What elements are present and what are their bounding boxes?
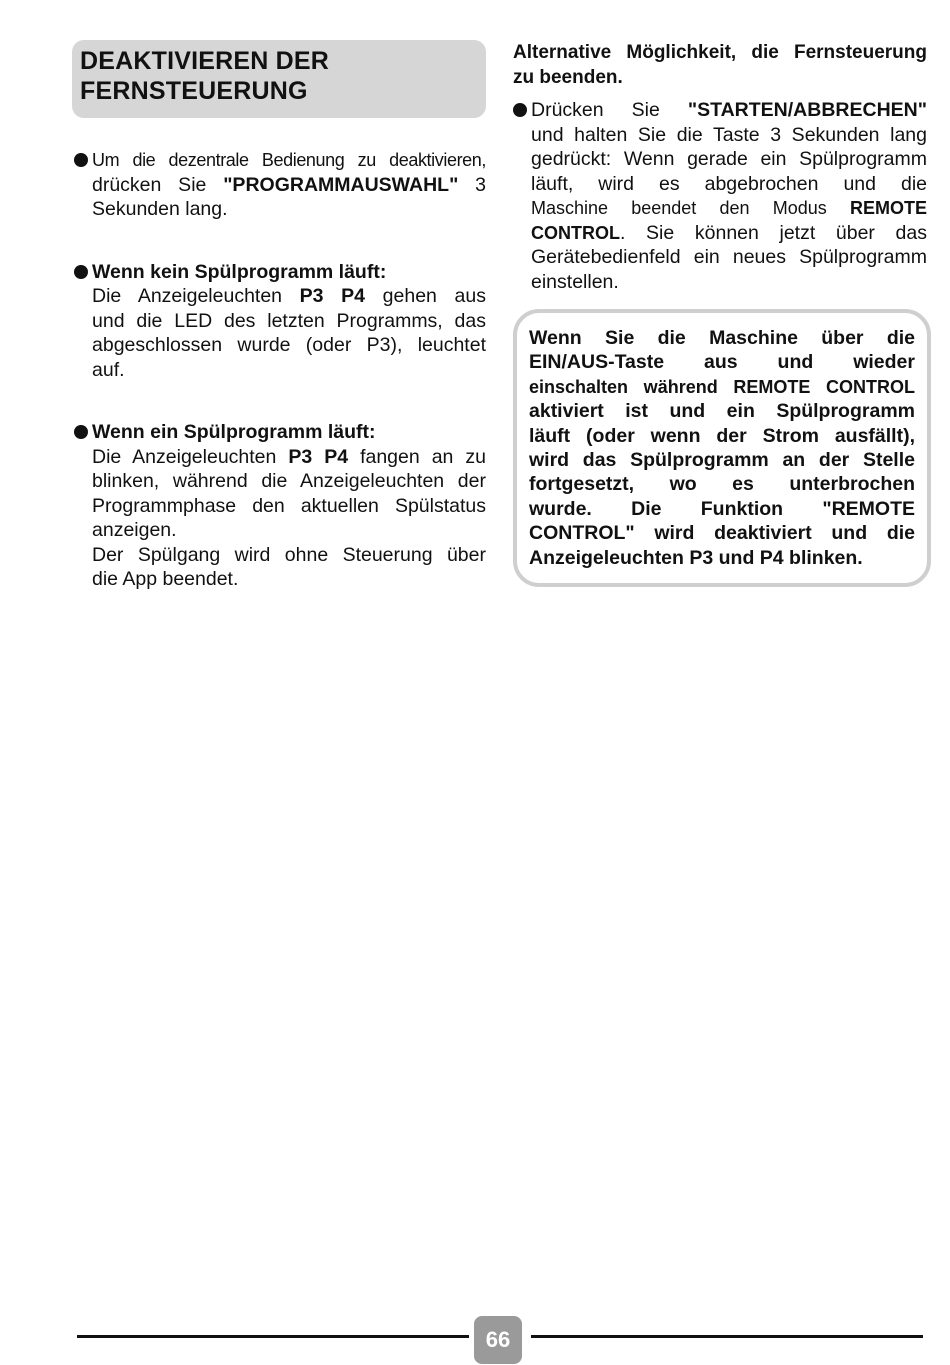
list-item-no-program [74, 260, 486, 383]
list-item-start-abort [513, 98, 927, 294]
text-line: Programmphase den aktuellen Spülstatus [92, 494, 486, 517]
text-line: blinken, während die Anzeigeleuchten der [92, 470, 486, 492]
text-line: Wenn Sie die Maschine über die [529, 327, 915, 349]
text-line: läuft, wird es abgebrochen und die [531, 172, 927, 195]
text-line: Der Spülgang wird ohne Steuerung über [92, 543, 486, 566]
text-line: Maschine beendet den Modus REMOTE [531, 198, 927, 218]
text-line: aktiviert ist und ein Spülprogramm [529, 400, 915, 423]
text-line: Anzeigeleuchten P3 und P4 blinken. [529, 546, 863, 569]
section-heading [72, 40, 486, 118]
bullet-icon [74, 153, 88, 167]
list-item-program-running [74, 420, 486, 592]
heading-line-1: DEAKTIVIEREN DER [80, 47, 330, 75]
text-line: drücken Sie "PROGRAMMAUSWAHL" 3 [92, 173, 486, 196]
list-item-title: Wenn ein Spülprogramm läuft: [92, 421, 376, 443]
text-line: wird das Spülprogramm an der Stelle [529, 449, 915, 472]
text-line: CONTROL. Sie können jetzt über das [531, 221, 927, 244]
list-item-title: Wenn kein Spülprogramm läuft: [92, 260, 387, 283]
text-line: einstellen. [531, 270, 619, 293]
alternative-title [513, 40, 927, 90]
text-line: läuft (oder wenn der Strom ausfällt), [529, 424, 915, 447]
text-line: einschalten während REMOTE CONTROL [529, 376, 915, 397]
text-line: Alternative Möglichkeit, die Fernsteuerung [513, 42, 927, 63]
text-line: wurde. Die Funktion "REMOTE [529, 497, 915, 520]
text-line: EIN/AUS-Taste aus und wieder [529, 351, 915, 374]
text-line: Sekunden lang. [92, 198, 228, 220]
text-line: die App beendet. [92, 568, 239, 590]
left-column [74, 148, 486, 592]
text-line: Drücken Sie "STARTEN/ABBRECHEN" [531, 99, 927, 121]
footer-rule-right [531, 1335, 923, 1338]
page-number: 66 [474, 1316, 522, 1364]
text-line: gedrückt: Wenn gerade ein Spülprogramm [531, 148, 927, 170]
text-line: auf. [92, 358, 125, 381]
text-line: und die LED des letzten Programms, das [92, 309, 486, 332]
bullet-icon [74, 265, 88, 279]
footer-rule-left [77, 1335, 469, 1338]
text-line: und halten Sie die Taste 3 Sekunden lang [531, 123, 927, 146]
text-line: Um die dezentrale Bedienung zu deaktivieren, [92, 150, 486, 170]
right-column [513, 40, 927, 294]
text-line: fortgesetzt, wo es unterbrochen [529, 473, 915, 496]
text-line: anzeigen. [92, 519, 177, 541]
note-box [513, 309, 931, 587]
text-line: Die Anzeigeleuchten P3 P4 gehen aus [92, 285, 486, 307]
text-line: Gerätebedienfeld ein neues Spülprogramm [531, 246, 927, 268]
text-line: zu beenden. [513, 67, 623, 88]
bullet-icon [74, 425, 88, 439]
text-line: CONTROL" wird deaktiviert und die [529, 522, 915, 545]
bullet-icon [513, 103, 527, 117]
list-item-deactivate [74, 148, 486, 222]
text-line: Die Anzeigeleuchten P3 P4 fangen an zu [92, 445, 486, 468]
heading-line-2: FERNSTEUERUNG [80, 77, 308, 105]
text-line: abgeschlossen wurde (oder P3), leuchtet [92, 334, 486, 356]
